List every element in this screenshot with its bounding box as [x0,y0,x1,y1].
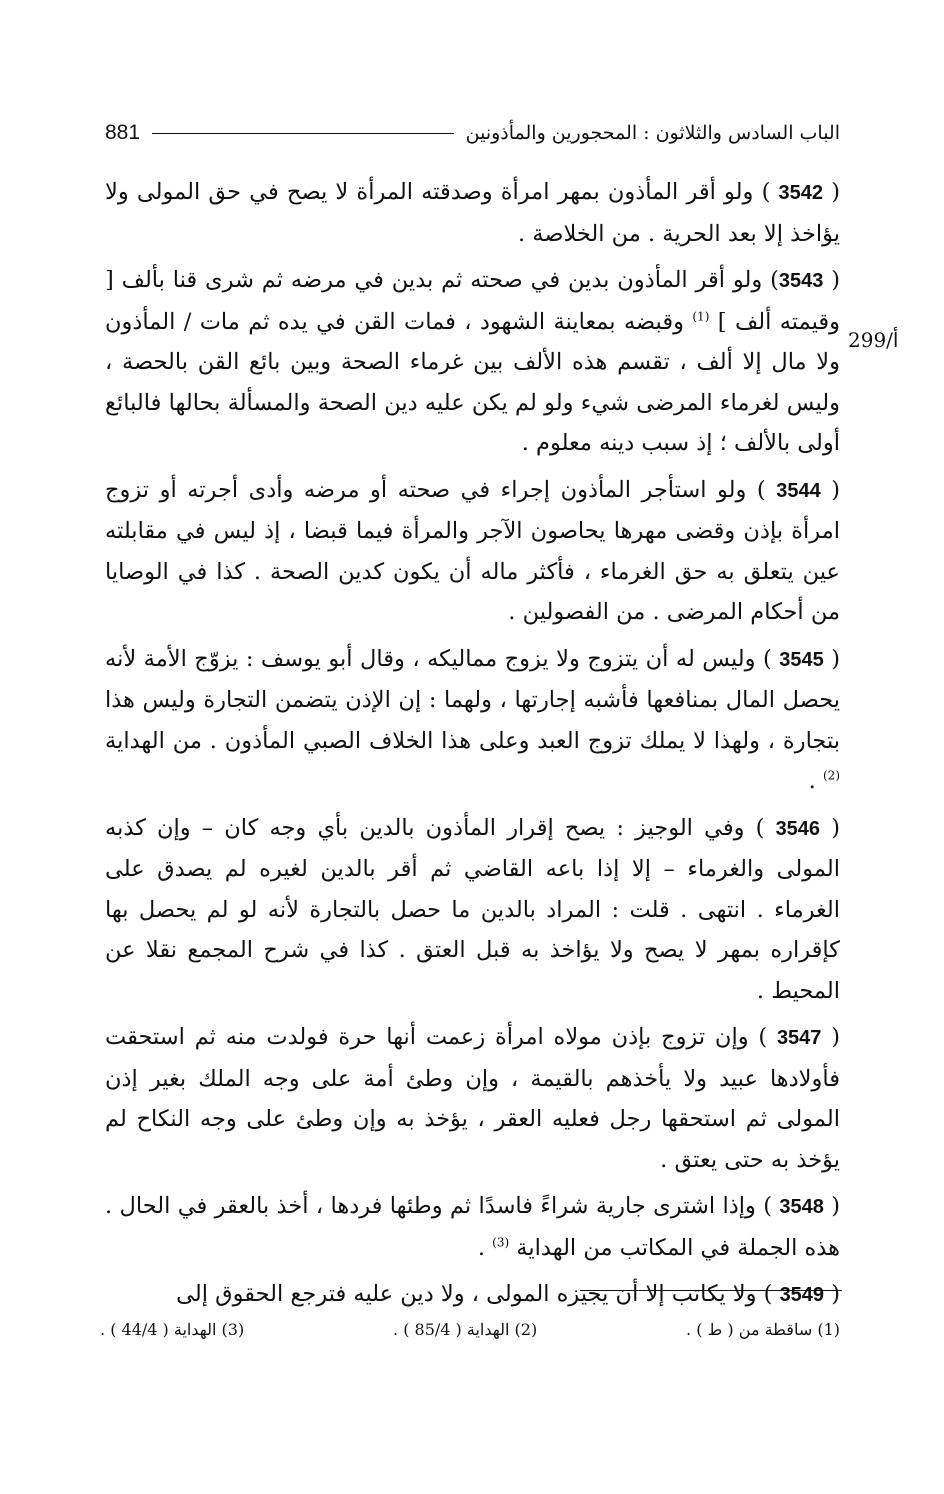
footnote-ref: (2) [822,768,840,783]
paragraph-text: وإن تزوج بإذن مولاه امرأة زعمت أنها حرة فولدت منه ثم استحقت فأولادها عبيد ولا يأخذهم بالقيمة ، وإن وطئ أمة على وجه الملك بغير إذن المولى ثم استحقها رجل فعليه العقر ، يؤخذ به وإن وطئ على وجه النكاح لم يؤخذ به حتى يعتق . [105,1024,840,1173]
entry-number: 3546 [775,817,821,840]
running-header [105,118,840,148]
paragraph-text: ولو أقر المأذون بدين في صحته ثم بدين في مرضه ثم شرى قنا بألف [ وقيمته ألف ] [105,267,841,335]
entry-number: 3549 [779,1284,825,1306]
paragraph-text: وقبضه بمعاينة الشهود ، فمات القن في يده ثم مات / المأذون ولا مال إلا ألف ، تقسم هذه الألف بين غرماء الصحة وبين بائع القن بالحصة ، وليس لغرماء المرضى شيء ولو لم يكن عليه دين الصحة والمسألة بحالها فالبائع أولى بالألف ؛ إذ سبب دينه معلوم . [105,308,840,456]
margin-folio-note: 299/أ [848,328,899,352]
paragraph-3542: ( 3542 ) ولو أقر المأذون بمهر امرأة وصدقته المرأة لا يصح في حق المولى ولا يؤاخذ إلا بعد الحرية . من الخلاصة . [105,179,841,247]
footnote-2: (2) الهداية ( 85/4 ) . [393,1320,538,1339]
paragraph-3548: ( 3548 ) وإذا اشترى جارية شراءً فاسدًا ثم وطئها فردها ، أخذ بالعقر في الحال . هذه الجملة في المكاتب من الهداية $^{(3)}$ . [105,1193,840,1261]
entry-number: 3547 [776,1027,822,1049]
paragraph-text: ولو استأجر المأذون إجراء في صحته أو مرضه وأدى أجرته أو تزوج امرأة بإذن وقضى مهرها يحاصون الآجر والمرأة فيما قبضا ، إذ ليس في مقابلته عين يتعلق به حق الغرماء ، فأكثر ماله أن يكون كدين الصحة . كذا في الوصايا من أحكام المرضى . من الفصولين . [105,476,840,625]
header-rule [152,133,454,134]
paragraph-text: ولو أقر المأذون بمهر امرأة وصدقته المرأة لا يصح في حق المولى ولا يؤاخذ إلا بعد الحرية . من الخلاصة . [105,179,840,247]
paragraph-text: ولا يكاتب إلا أن يجيزه المولى ، ولا دين عليه فترجع الحقوق إلى [176,1281,764,1307]
main-text [105,172,840,1322]
paragraph-text: وإذا اشترى جارية شراءً فاسدًا ثم وطئها فردها ، أخذ بالعقر في الحال . هذه الجملة في المكاتب من الهداية [105,1193,840,1261]
footnotes [100,1320,840,1350]
page-number: 881 [105,121,141,144]
entry-number: 3543 [778,270,824,292]
entry-number: 3542 [778,182,824,204]
paragraph-3549: ( 3549 ) ولا يكاتب إلا أن يجيزه المولى ، ولا دين عليه فترجع الحقوق إلى [176,1281,840,1307]
footnote-ref: (1) [692,309,710,323]
paragraph-3547: ( 3547 ) وإن تزوج بإذن مولاه امرأة زعمت أنها حرة فولدت منه ثم استحقت فأولادها عبيد ولا يأخذهم بالقيمة ، وإن وطئ أمة على وجه الملك بغير إذن المولى ثم استحقها رجل فعليه العقر ، يؤخذ به وإن وطئ على وجه النكاح لم يؤخذ به حتى يعتق . [105,1024,841,1173]
paragraph-text: . [477,1234,493,1261]
paragraph-3545: ( 3545 ) وليس له أن يتزوج ولا يزوج مماليكه ، وقال أبو يوسف : يزوّج الأمة لأنه يحصل المال بمنافعها فأشبه إجارتها ، ولهما : إن الإذن يتضمن التجارة وليس هذا بتجارة ، ولهذا لا يملك تزوج العبد وعلى هذا الخلاف الصبي المأذون . من الهداية $^{(2)}$ . [105,645,841,794]
chapter-title: الباب السادس والثلاثون : المحجورين والمأذونين [465,122,840,144]
entry-number: 3548 [779,1196,824,1218]
footnote-separator [580,1290,842,1291]
entry-number: 3544 [776,479,821,502]
footnote-3: (3) الهداية ( 44/4 ) . [100,1320,245,1339]
paragraph-text: وفي الوجيز : يصح إقرار المأذون بالدين بأي وجه كان – وإن كذبه المولى والغرماء – إلا إذا باعه القاضي ثم أقر بالدين لغيره لم يصدق على الغرماء . انتهى . قلت : المراد بالدين ما حصل بالتجارة لأنه لو لم يحصل بها كإقراره بمهر لا يصح ولا يؤاخذ به قبل العتق . كذا في شرح المجمع نقلا عن المحيط . [105,814,840,1004]
paragraph-text: . [808,768,823,794]
footnote-1: (1) ساقطة من ( ط ) . [686,1320,840,1339]
paragraph-3543: ( 3543) ولو أقر المأذون بدين في صحته ثم بدين في مرضه ثم شرى قنا بألف [ وقيمته ألف ] $^{(1)}$ وقبضه بمعاينة الشهود ، فمات القن في يده ثم مات / المأذون ولا مال إلا ألف ، تقسم هذه الألف بين غرماء الصحة وبين بائع القن بالحصة ، وليس لغرماء المرضى شيء ولو لم يكن عليه دين الصحة والمسألة بحالها فالبائع أولى بالألف ؛ إذ سبب دينه معلوم . [105,267,841,456]
entry-number: 3545 [779,648,824,671]
paragraph-text: وليس له أن يتزوج ولا يزوج مماليكه ، وقال أبو يوسف : يزوّج الأمة لأنه يحصل المال بمنافعها فأشبه إجارتها ، ولهما : إن الإذن يتضمن التجارة وليس هذا بتجارة ، ولهذا لا يملك تزوج العبد وعلى هذا الخلاف الصبي المأذون . من الهداية [105,645,840,754]
footnote-ref: (3) [492,1235,510,1249]
paragraph-3546: ( 3546 ) وفي الوجيز : يصح إقرار المأذون بالدين بأي وجه كان – وإن كذبه المولى والغرماء – إلا إذا باعه القاضي ثم أقر بالدين لغيره لم يصدق على الغرماء . انتهى . قلت : المراد بالدين ما حصل بالتجارة لأنه لو لم يحصل بها كإقراره بمهر لا يصح ولا يؤاخذ به قبل العتق . كذا في شرح المجمع نقلا عن المحيط . [105,814,840,1004]
paragraph-3544: ( 3544 ) ولو استأجر المأذون إجراء في صحته أو مرضه وأدى أجرته أو تزوج امرأة بإذن وقضى مهرها يحاصون الآجر والمرأة فيما قبضا ، إذ ليس في مقابلته عين يتعلق به حق الغرماء ، فأكثر ماله أن يكون كدين الصحة . كذا في الوصايا من أحكام المرضى . من الفصولين . [105,476,840,625]
